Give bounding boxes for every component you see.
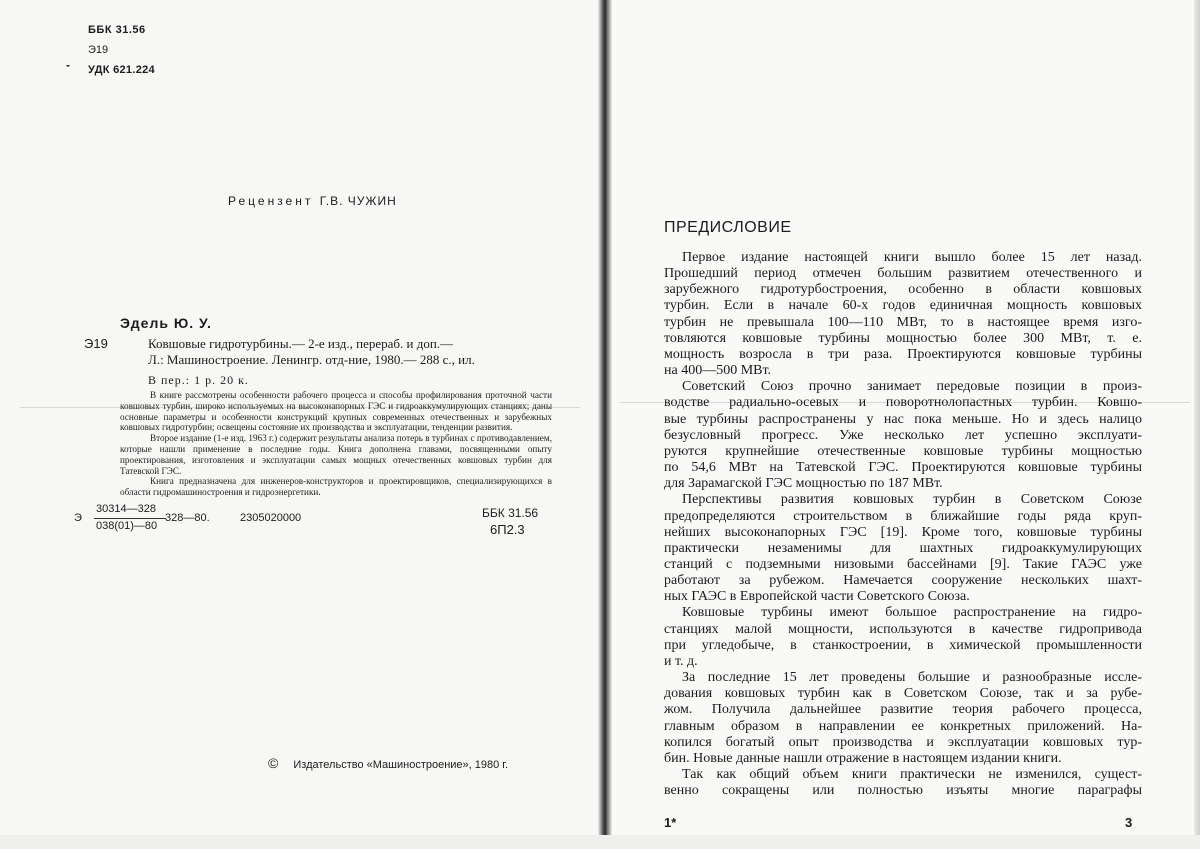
text-line: для Зарамагской ГЭС мощностью по 187 МВт. — [664, 476, 943, 492]
text-line: безусловный прогресс. Уже несколько лет успешно эксплуати- — [664, 427, 1142, 443]
text-line: Ковшовые турбины имеют большое распространение на гидро- — [682, 605, 1142, 621]
reviewer-line — [228, 194, 397, 208]
bbk-index: 6П2.3 — [490, 522, 525, 537]
catalog-fraction-denominator: 038(01)—80 — [96, 520, 158, 532]
text-line: по 54,6 МВт на Татевской ГЭС. Проектируются ковшовые турбины — [664, 460, 1142, 476]
reviewer-name: Г.В. ЧУЖИН — [319, 194, 397, 208]
text-line: За последние 15 лет проведены большие и разнообразные иссле- — [682, 670, 1142, 686]
text-line: Прошедший период отмечен большим развитием отечественного и — [664, 266, 1142, 282]
udk-mark: - — [66, 58, 70, 72]
fraction-bar — [94, 518, 166, 519]
publisher-line: Л.: Машиностроение. Ленингр. отд-ние, 1980.— 288 с., ил. — [148, 352, 475, 367]
annotation-paragraph: В книге рассмотрены особенности рабочего процесса и способы профилирования проточной части ковшовых турбин, широко используемых на высоконапорных ГЭС и гидроаккумулирующих станциях; даны основные параметры и особенности конструкций крупных современных отечественных и зарубежных ковшовых гидротурбин; освещены состояние их производства и эксплуатации, тенденции развития. — [120, 390, 552, 433]
text-line: жом. Получила дальнейшее развитие теория рабочего процесса, — [664, 702, 1142, 718]
text-line: нейших высоконапорных ГЭС [19]. Кроме того, ковшовые турбины — [664, 524, 1142, 540]
copyright-icon: © — [268, 755, 279, 771]
book-title-line: Ковшовые гидротурбины.— 2-е изд., перераб. и доп.— — [148, 336, 454, 351]
text-line: турбин. Если в начале 60-х годов единичная мощность ковшовых — [664, 298, 1142, 314]
catalog-fraction-suffix: 328—80. — [165, 512, 210, 524]
text-line: практически незаменимы для шахтных гидроаккумулирующих — [664, 540, 1142, 556]
reviewer-label: Рецензент — [228, 194, 314, 208]
text-line: бин. Новые данные нашли отражение в настоящем издании книги. — [664, 750, 1062, 766]
annotation-paragraph: Книга предназначена для инженеров-конструкторов и проектировщиков, специализирующихся в области гидромашиностроения и гидроэнергетики. — [120, 476, 552, 498]
text-line: турбин не превышала 100—110 МВт, то в настоящее время изго- — [664, 314, 1142, 330]
signature-mark: 1* — [664, 815, 677, 830]
page-number: 3 — [1125, 815, 1133, 830]
catalog-number: 2305020000 — [240, 512, 302, 524]
text-line: при угледобыче, в станкостроении, в химической промышленности — [664, 637, 1142, 653]
text-line: венно сокращены или полностью изъяты многие параграфы — [664, 783, 1142, 799]
udk-code: УДК 621.224 — [88, 64, 155, 76]
text-line: и т. д. — [664, 653, 698, 669]
author-mark-code: Э19 — [88, 44, 109, 56]
text-line: руются крупнейшие отечественные ковшовые турбины мощностью — [664, 443, 1142, 459]
author-name: Эдель Ю. У. — [120, 315, 212, 331]
book-gutter — [598, 0, 612, 849]
text-line: Так как общий объем книги практически не изменился, сущест- — [682, 767, 1142, 782]
price: В пер.: 1 р. 20 к. — [148, 373, 249, 387]
text-line: станциях малой мощности, используются в качестве гидропривода — [664, 621, 1142, 637]
text-line: Первое издание настоящей книги вышло более 15 лет назад. — [682, 250, 1142, 265]
text-line: работают за рубежом. Намечается сооружение нескольких шахт- — [664, 573, 1142, 589]
copyright-line — [268, 755, 508, 771]
text-line: товляются ковшовые турбины мощностью более 300 МВт, т. е. — [664, 330, 1142, 346]
text-line: ных ГАЭС в Европейской части Советского Союза. — [664, 589, 970, 605]
text-line: Перспективы развития ковшовых турбин в Советском Союзе — [682, 492, 1142, 508]
preface-body — [664, 250, 1142, 799]
text-line: вые турбины распространены у нас пока меньше. Но и здесь налицо — [664, 411, 1142, 427]
catalog-code: Э19 — [84, 336, 108, 351]
text-line: на 400—500 МВт. — [664, 363, 772, 379]
text-line: дования ковшовых турбин как в Советском Союзе, так и за рубе- — [664, 686, 1142, 702]
page-bottom-edge — [0, 835, 1200, 849]
annotation-paragraph: Второе издание (1-е изд. 1963 г.) содержит результаты анализа потерь в турбинах с противодавлением, которые нашли применение в последние годы. Книга дополнена главами, посвященными опыту проектирования, изготовления и эксплуатации самых мощных отечественных ковшовых турбин для Татевской ГЭС. — [120, 433, 552, 476]
bbk-code: ББК 31.56 — [88, 24, 146, 36]
text-line: станций с подземными низовыми бассейнами [9]. Такие ГАЭС уже — [664, 556, 1142, 572]
text-line: зарубежного гидротурбостроения, особенно в области ковшовых — [664, 282, 1142, 298]
bbk-bottom: ББК 31.56 — [482, 506, 539, 520]
preface-title: ПРЕДИСЛОВИЕ — [664, 219, 792, 236]
book-annotation — [120, 390, 552, 498]
text-line: мощность возросла в три раза. Проектируются ковшовые турбины — [664, 346, 1142, 362]
text-line: предопределяются строительством в ближайшие годы ряда круп- — [664, 508, 1142, 524]
copyright-text: Издательство «Машиностроение», 1980 г. — [293, 759, 509, 771]
catalog-prefix: Э — [74, 512, 82, 524]
text-line: Советский Союз прочно занимает передовые позиции в произ- — [682, 379, 1142, 395]
catalog-fraction-numerator: 30314—328 — [96, 503, 156, 515]
text-line: водстве радиально-осевых и поворотнолопастных турбин. Ковшо- — [664, 395, 1142, 411]
text-line: главным образом в направлении ее конкретных приложений. На- — [664, 718, 1142, 734]
page-edge — [1194, 0, 1200, 849]
bibliographic-description — [148, 336, 548, 368]
text-line: копился богатый опыт производства и эксплуатации ковшовых тур- — [664, 734, 1142, 750]
